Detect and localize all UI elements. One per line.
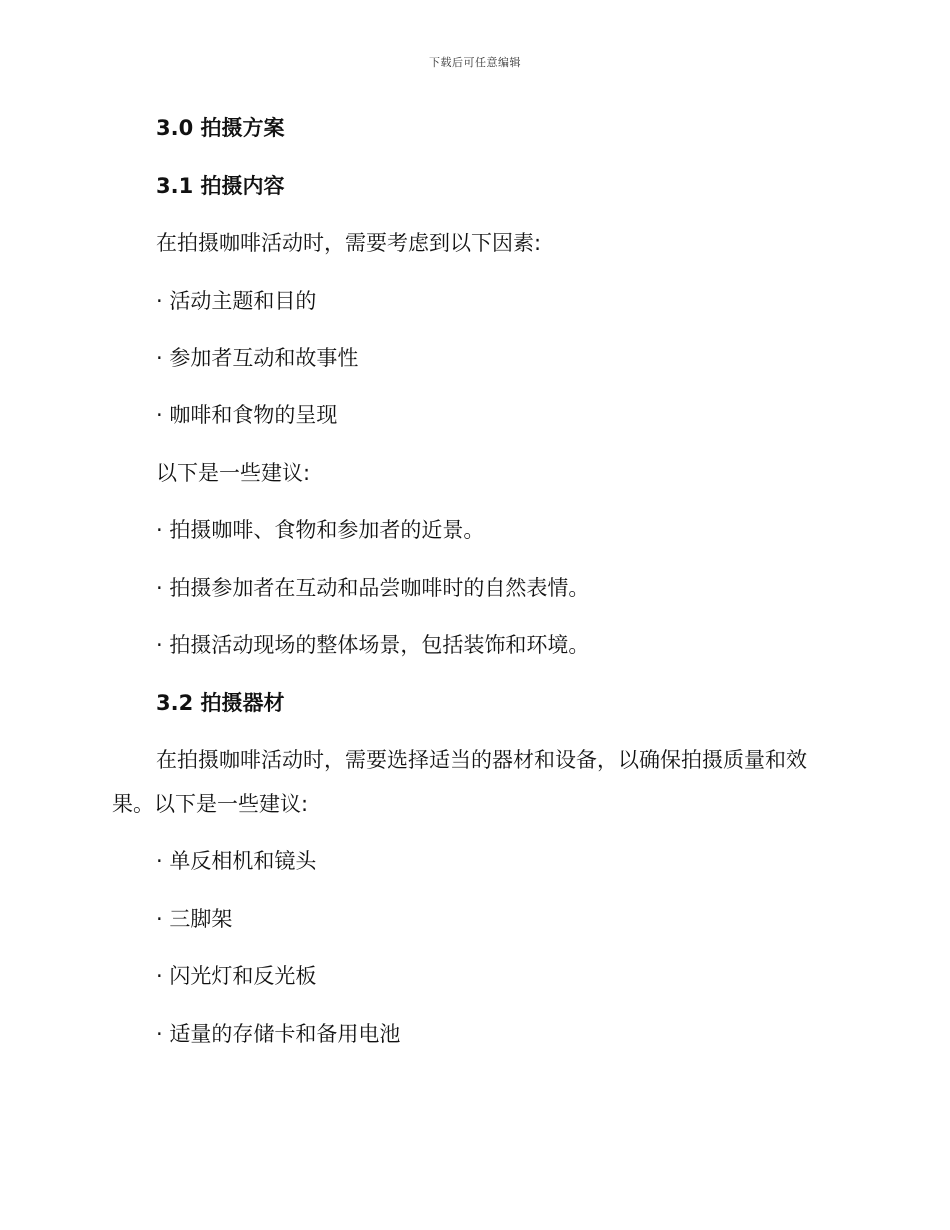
content-intro-paragraph: 在拍摄咖啡活动时，需要考虑到以下因素: [156, 231, 542, 255]
content-suggestion-item: · 拍摄参加者在互动和品尝咖啡时的自然表情。 [156, 576, 590, 600]
equipment-item: · 单反相机和镜头 [156, 849, 317, 873]
page-header: 下载后可任意编辑 [429, 56, 521, 69]
section-heading-3-1: 3.1 拍摄内容 [156, 174, 285, 198]
content-suggestion-item: · 拍摄活动现场的整体场景，包括装饰和环境。 [156, 633, 590, 657]
content-factor-item: · 咖啡和食物的呈现 [156, 403, 338, 427]
equipment-intro-line-1: 在拍摄咖啡活动时，需要选择适当的器材和设备，以确保拍摄质量和效 [156, 748, 807, 772]
content-suggestion-item: · 拍摄咖啡、食物和参加者的近景。 [156, 518, 485, 542]
section-heading-3-2: 3.2 拍摄器材 [156, 691, 285, 715]
equipment-item: · 闪光灯和反光板 [156, 964, 317, 988]
content-factor-item: · 活动主题和目的 [156, 289, 317, 313]
suggestion-intro-paragraph: 以下是一些建议: [156, 461, 311, 485]
equipment-item: · 三脚架 [156, 907, 233, 931]
equipment-intro-line-2: 果。以下是一些建议: [112, 792, 309, 816]
content-factor-item: · 参加者互动和故事性 [156, 346, 359, 370]
equipment-item: · 适量的存储卡和备用电池 [156, 1022, 401, 1046]
section-heading-3-0: 3.0 拍摄方案 [156, 116, 285, 140]
